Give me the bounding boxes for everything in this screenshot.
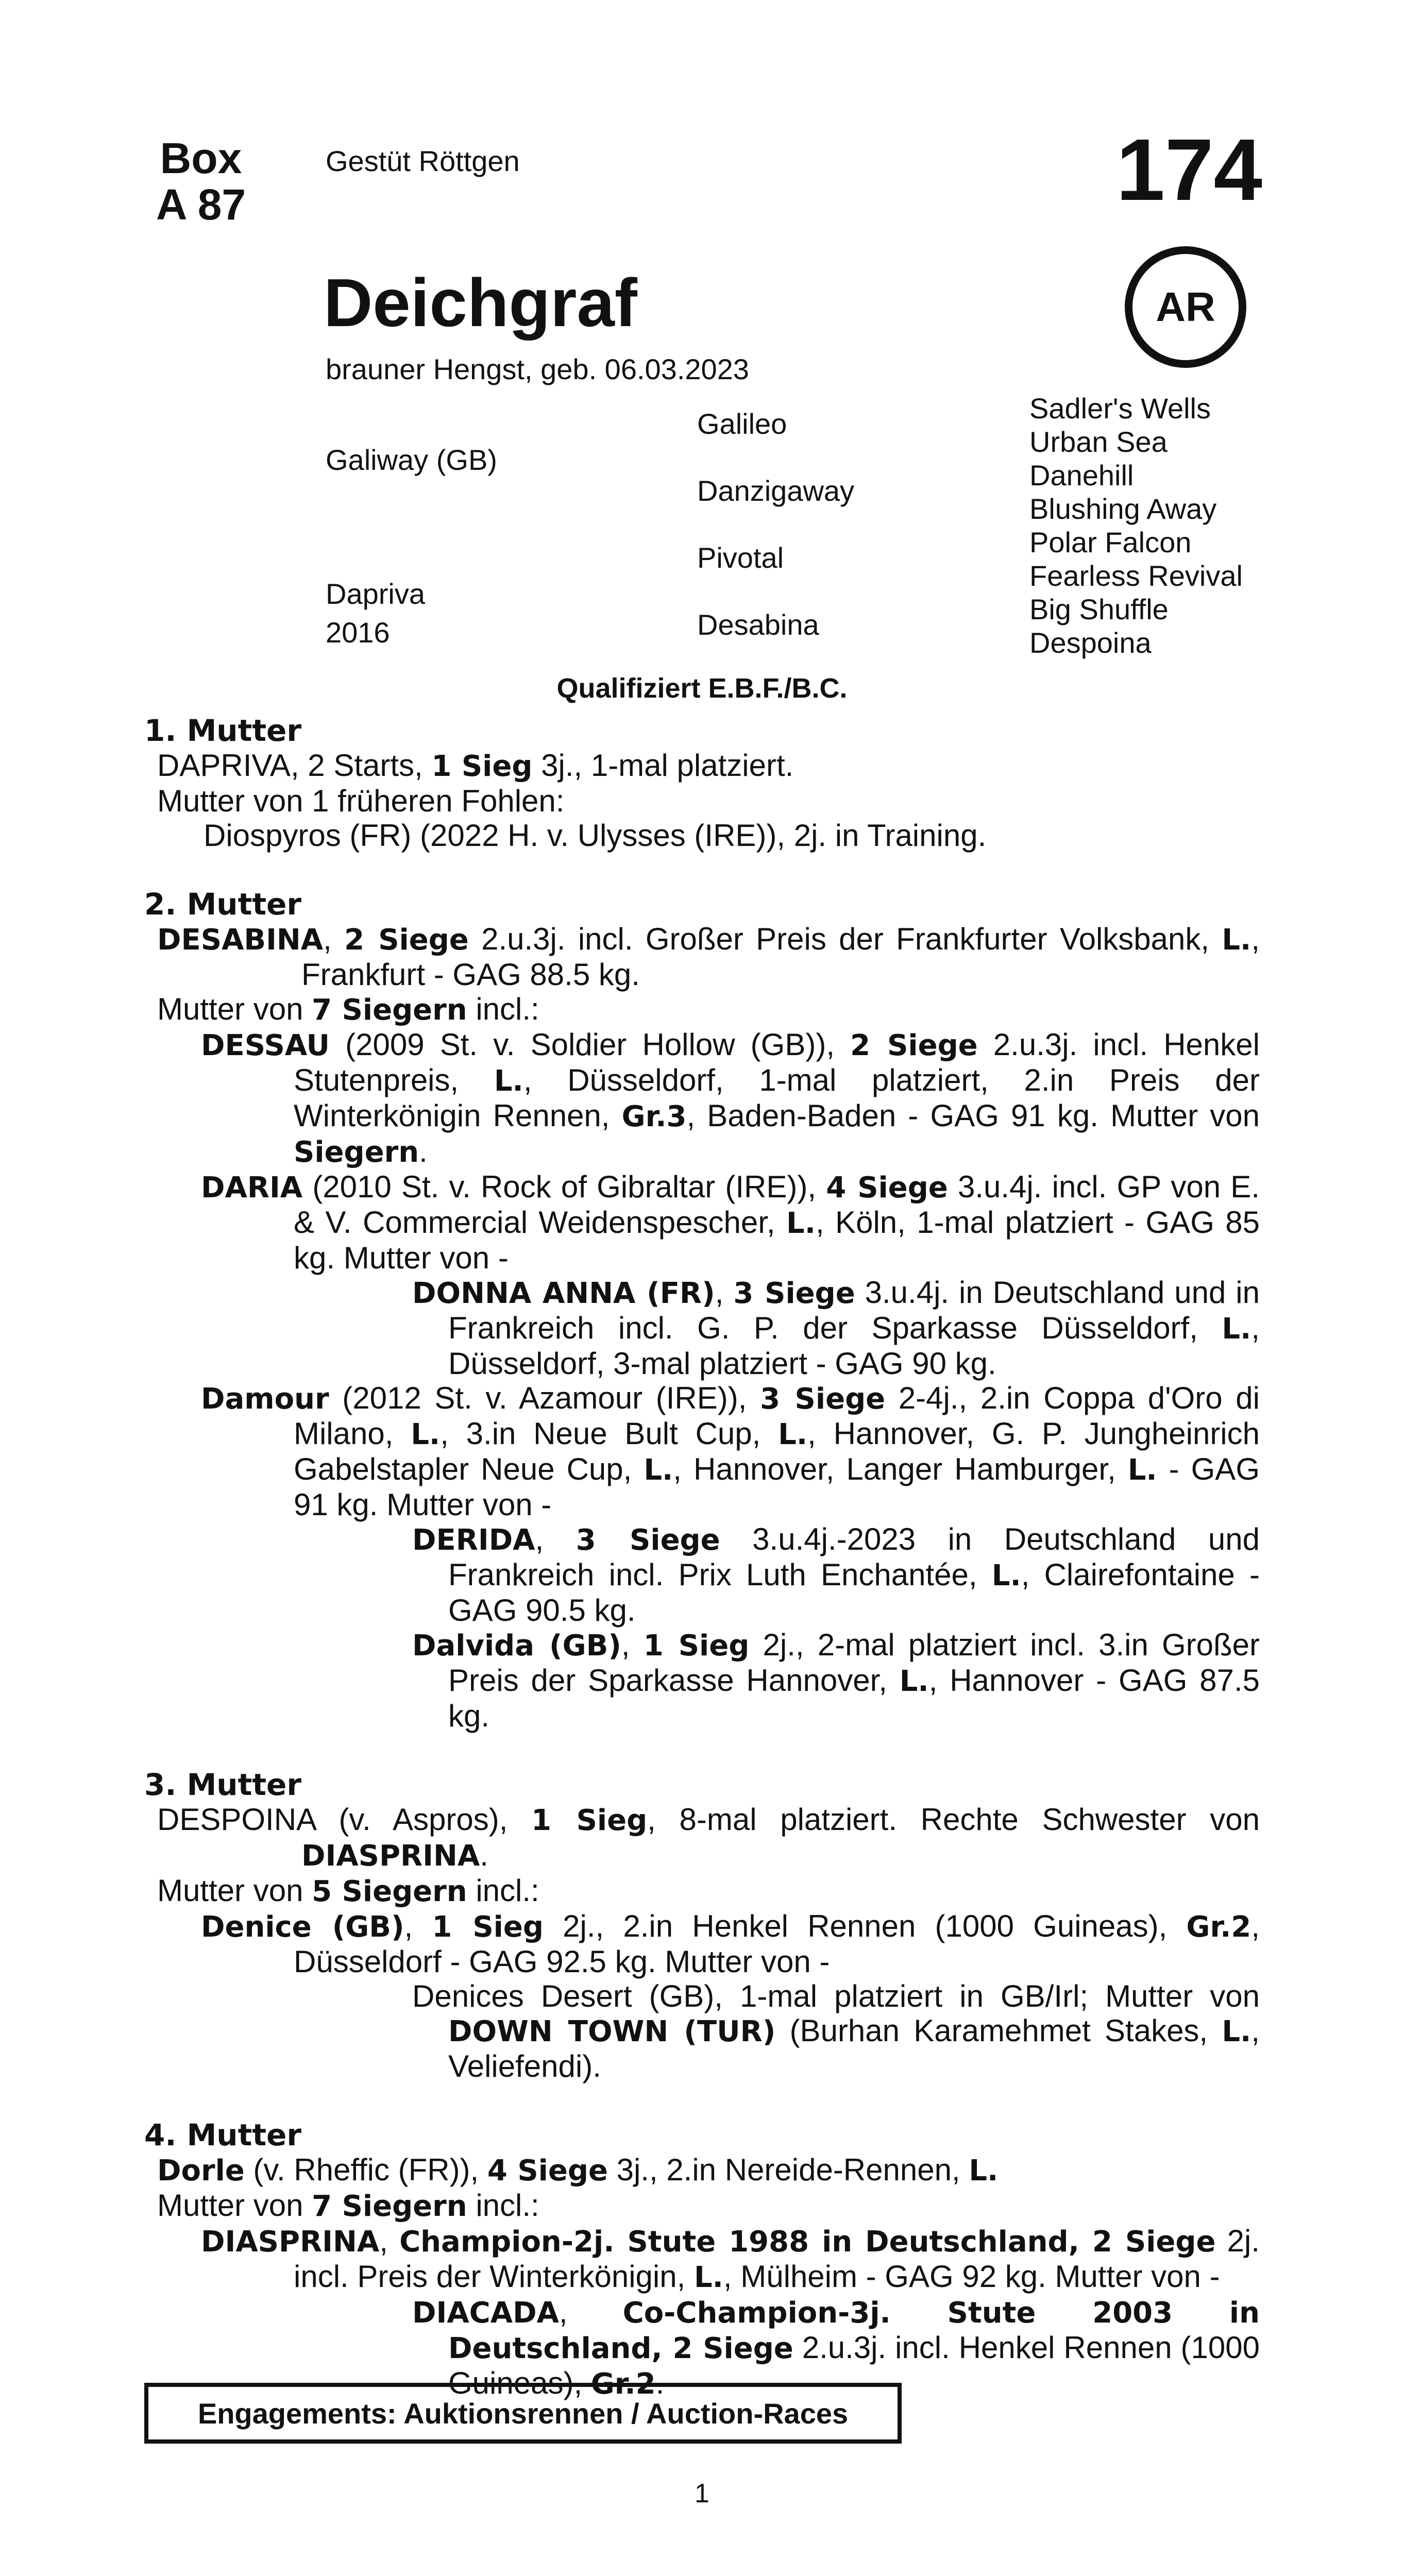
text-bold: 1 Sieg xyxy=(531,1804,648,1837)
text-bold: L. xyxy=(693,2261,723,2294)
text-bold: Dalvida (GB) xyxy=(412,1629,621,1663)
text: (2009 St. v. Soldier Hollow (GB)), xyxy=(329,1027,851,1062)
section-title: 1. Mutter xyxy=(144,713,301,748)
text: , Düsseldorf, 1-mal platziert, 2.in Preis der Winterkönigin Rennen, xyxy=(294,1063,1260,1133)
gen3-ancestor: Big Shuffle xyxy=(1029,593,1169,625)
text: (2012 St. v. Azamour (IRE)), xyxy=(329,1381,760,1415)
text: , Frankfurt - GAG 88.5 kg. xyxy=(301,922,1260,992)
produce-heading xyxy=(144,1873,1260,1909)
text: , Mülheim - GAG 92 kg. Mutter von - xyxy=(723,2259,1220,2294)
produce-entry: Diospyros (FR) (2022 H. v. Ulysses (IRE)), 2j. in Training. xyxy=(204,818,987,853)
text: . xyxy=(480,1838,488,1872)
text: 2j. incl. Preis der Winterkönigin, xyxy=(294,2224,1260,2294)
text: Mutter von xyxy=(157,992,312,1026)
text: Mutter von xyxy=(157,1873,312,1908)
text: 2j., 2.in Henkel Rennen (1000 Guineas), xyxy=(543,1909,1187,1943)
dam-record xyxy=(144,1802,1260,1873)
text-bold: DERIDA xyxy=(412,1523,535,1557)
produce-heading: Mutter von 1 früheren Fohlen: xyxy=(157,784,565,818)
text-bold: L. xyxy=(1222,923,1251,957)
text-bold: DIACADA xyxy=(412,2296,559,2330)
text-bold: DONNA ANNA (FR) xyxy=(412,1277,715,1310)
text: . xyxy=(419,1134,428,1168)
gen3-ancestor: Urban Sea xyxy=(1029,426,1168,458)
box-label xyxy=(144,135,258,228)
engagements-box: Engagements: Auktionsrennen / Auction-Races xyxy=(144,2383,902,2444)
dam-record xyxy=(144,922,1260,992)
box-number: A 87 xyxy=(156,180,246,229)
section-third-dam xyxy=(144,1768,1260,2083)
pedigree-third-generation xyxy=(1029,392,1243,659)
text: Mutter von xyxy=(157,2188,312,2223)
text: , Hannover - GAG 87.5 kg. xyxy=(448,1663,1260,1733)
text: , 3.in Neue Bult Cup, xyxy=(440,1416,779,1451)
ar-badge: AR xyxy=(1125,246,1246,368)
text: incl.: xyxy=(467,1873,539,1908)
text-bold: DARIA xyxy=(201,1171,303,1205)
text: 2.u.3j. incl. Henkel Stutenpreis, xyxy=(294,1027,1260,1097)
pedigree-dam-year: 2016 xyxy=(326,616,390,649)
text-bold: L. xyxy=(494,1064,523,1098)
text: . xyxy=(655,2366,665,2400)
text-bold: 4 Siege xyxy=(826,1171,948,1205)
text-bold: Champion-2j. Stute 1988 in Deutschland, 2 Siege xyxy=(399,2225,1216,2259)
gen3-ancestor: Sadler's Wells xyxy=(1029,392,1211,425)
text-bold: Siegern xyxy=(294,1136,419,1169)
text-bold: 2 Siege xyxy=(850,1029,978,1062)
text: 2.u.3j. incl. Großer Preis der Frankfurter Volksbank, xyxy=(468,922,1222,956)
section-second-dam xyxy=(144,887,1260,1733)
pedigree-sire-dam: Danzigaway xyxy=(697,474,855,507)
grand-produce-entry xyxy=(144,1628,1260,1733)
text-bold: Co-Champion-3j. Stute 2003 in Deutschland, 2 Siege xyxy=(448,2296,1260,2365)
gen3-ancestor: Danehill xyxy=(1029,459,1134,492)
text-bold: 3 Siege xyxy=(760,1382,886,1416)
text: (v. Rheffic (FR)), xyxy=(244,2153,487,2187)
text: , xyxy=(559,2295,623,2329)
pedigree-sire: Galiway (GB) xyxy=(326,444,497,476)
text: 3.u.4j. in Deutschland und in Frankreich incl. G. P. der Sparkasse Düsseldorf, xyxy=(448,1275,1260,1345)
text: , xyxy=(404,1909,432,1943)
text-bold: Dorle xyxy=(157,2154,245,2188)
gen3-ancestor: Polar Falcon xyxy=(1029,526,1192,558)
text: 3.u.4j. incl. GP von E. & V. Commercial Weidenspescher, xyxy=(294,1170,1260,1240)
grand-produce-entry xyxy=(144,1979,1260,2083)
section-title: 4. Mutter xyxy=(144,2117,301,2153)
lot-number: 174 xyxy=(1116,121,1262,219)
section-title: 3. Mutter xyxy=(144,1767,301,1802)
text-bold: 1 Sieg xyxy=(432,1910,544,1944)
text: 3j., 2.in Nereide-Rennen, xyxy=(607,2153,969,2187)
produce-entry xyxy=(144,1170,1260,1275)
text-bold: Damour xyxy=(201,1382,329,1416)
text-bold: L. xyxy=(1222,2015,1251,2048)
horse-description: brauner Hengst, geb. 06.03.2023 xyxy=(326,353,749,385)
text: DESPOINA (v. Aspros), xyxy=(157,1802,532,1837)
text: , Düsseldorf, 3-mal platziert - GAG 90 kg. xyxy=(448,1311,1260,1381)
gen3-ancestor: Fearless Revival xyxy=(1029,560,1243,592)
text: , Düsseldorf - GAG 92.5 kg. Mutter von - xyxy=(294,1909,1260,1979)
produce-entry xyxy=(144,2224,1260,2295)
text: , xyxy=(323,922,345,956)
text: 2j., 2-mal platziert incl. 3.in Großer Preis der Sparkasse Hannover, xyxy=(448,1628,1260,1698)
produce-heading xyxy=(144,992,1260,1027)
horse-name: Deichgraf xyxy=(324,265,637,341)
text: , Köln, 1-mal platziert - GAG 85 kg. Mutter von - xyxy=(294,1205,1260,1275)
text: incl.: xyxy=(467,2188,539,2223)
text-bold: L. xyxy=(778,1418,808,1451)
text-bold: L. xyxy=(969,2154,999,2188)
pedigree-dam-sire: Pivotal xyxy=(697,541,784,574)
text: , Clairefontaine - GAG 90.5 kg. xyxy=(448,1557,1260,1628)
produce-entry xyxy=(144,1381,1260,1522)
text-bold: 2 Siege xyxy=(344,923,469,957)
text-bold: Gr.3 xyxy=(621,1100,687,1133)
text-bold: L. xyxy=(1222,1312,1251,1346)
text: DAPRIVA, 2 Starts, xyxy=(157,748,432,783)
produce-entry xyxy=(144,1027,1260,1170)
pedigree-dam: Dapriva xyxy=(326,578,425,610)
text-bold: 7 Siegern xyxy=(312,2190,467,2223)
text: , xyxy=(379,2224,400,2258)
text-bold: 3 Siege xyxy=(733,1277,855,1310)
text: (2010 St. v. Rock of Gibraltar (IRE)), xyxy=(302,1170,826,1204)
text: 3.u.4j.-2023 in Deutschland und Frankreich incl. Prix Luth Enchantée, xyxy=(448,1522,1260,1592)
stud-name: Gestüt Röttgen xyxy=(326,145,520,177)
text-bold: L. xyxy=(786,1207,816,1240)
text-bold: 5 Siegern xyxy=(312,1875,467,1908)
text: 3j., 1-mal platziert. xyxy=(532,748,794,783)
grand-produce-entry xyxy=(144,1275,1260,1381)
text-bold: DIASPRINA xyxy=(301,1839,480,1873)
text-bold: 4 Siege xyxy=(487,2154,608,2188)
text: , 8-mal platziert. Rechte Schwester von xyxy=(647,1802,1260,1837)
produce-entry xyxy=(144,1909,1260,1979)
text-bold: Gr.2 xyxy=(1186,1910,1251,1944)
page-number: 1 xyxy=(695,2479,709,2509)
text-bold: L. xyxy=(411,1418,441,1451)
family-record xyxy=(144,714,1260,2401)
text: , Veliefendi). xyxy=(448,2013,1260,2083)
text: , Hannover, G. P. Jungheinrich Gabelstapler Neue Cup, xyxy=(294,1416,1260,1486)
text: , xyxy=(535,1522,576,1556)
text: 2-4j., 2.in Coppa d'Oro di Milano, xyxy=(294,1381,1260,1451)
text-bold: DESABINA xyxy=(157,923,324,957)
gen3-ancestor: Despoina xyxy=(1029,626,1152,659)
dam-record xyxy=(144,748,1260,784)
produce-heading xyxy=(144,2188,1260,2224)
text-bold: Denice (GB) xyxy=(201,1910,404,1944)
text: , xyxy=(621,1628,644,1662)
text: - GAG 91 kg. Mutter von - xyxy=(294,1452,1260,1522)
pedigree-dam-dam: Desabina xyxy=(697,608,819,641)
section-fourth-dam xyxy=(144,2118,1260,2401)
section-first-dam xyxy=(144,714,1260,853)
section-title: 2. Mutter xyxy=(144,887,301,922)
gen3-ancestor: Blushing Away xyxy=(1029,493,1217,525)
text-bold: L. xyxy=(1127,1453,1157,1487)
text: , xyxy=(715,1275,734,1310)
text-bold: DESSAU xyxy=(201,1029,330,1062)
box-word: Box xyxy=(160,134,242,182)
text-bold: 1 Sieg xyxy=(643,1629,750,1663)
text-bold: 3 Siege xyxy=(576,1523,720,1557)
pedigree-sire-sire: Galileo xyxy=(697,408,787,440)
text: 2.u.3j. incl. Henkel Rennen (1000 Guineas), xyxy=(448,2330,1260,2400)
text-bold: 1 Sieg xyxy=(431,750,533,783)
qualification: Qualifiziert E.B.F./B.C. xyxy=(556,673,848,704)
dam-record xyxy=(144,2153,1260,2188)
text-bold: DOWN TOWN (TUR) xyxy=(448,2015,776,2048)
text-bold: Gr.2 xyxy=(590,2367,656,2401)
text-bold: L. xyxy=(991,1559,1021,1592)
text: (Burhan Karamehmet Stakes, xyxy=(775,2013,1222,2048)
text-bold: L. xyxy=(899,1665,929,1698)
text-bold: L. xyxy=(644,1453,673,1487)
text-bold: DIASPRINA xyxy=(201,2225,380,2259)
text: Denices Desert (GB), 1-mal platziert in GB/Irl; Mutter von xyxy=(412,1979,1260,2013)
text: , Hannover, Langer Hamburger, xyxy=(673,1452,1128,1486)
grand-produce-entry xyxy=(144,1522,1260,1628)
text: , Baden-Baden - GAG 91 kg. Mutter von xyxy=(686,1098,1260,1133)
text-bold: 7 Siegern xyxy=(312,993,467,1027)
text: incl.: xyxy=(467,992,539,1026)
